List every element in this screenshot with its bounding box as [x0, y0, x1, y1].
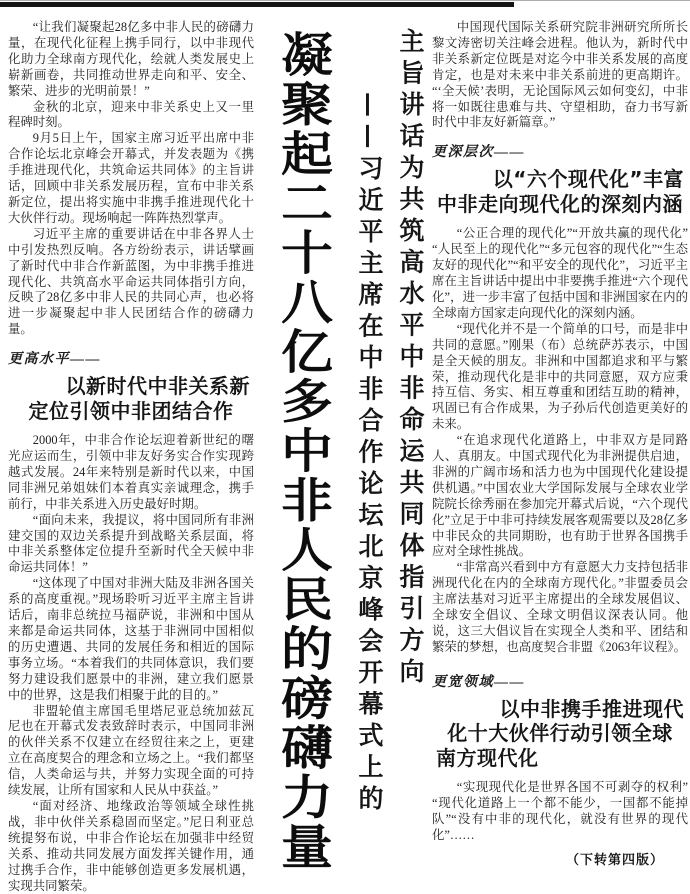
- article-paragraph: “现代化并不是一个简单的口号，而是非中共同的意愿。”刚果（布）总统萨苏表示，中国是全天候的朋友。非洲和中国都追求和平与繁荣，推动现代化是非中的共同意愿，双方应秉持互信、务实、相互尊重和团结互助的精神，巩固已有合作成果，为子孙后代创造更美好的未来。: [432, 321, 688, 432]
- top-black-rule: [0, 2, 514, 7]
- article-paragraph: “面对经济、地缘政治等领域全球性挑战，非中伙伴关系稳固而坚定。”尼日利亚总统提努布说，中非合作论坛在加强非中经贸关系、推动共同发展方面发挥关键作用，通过携手合作，非中能够创造更多发展机遇，实现共同繁荣。: [8, 798, 254, 893]
- article-paragraph: 习近平主席的重要讲话在中非各界人士中引发热烈反响。各方纷纷表示，讲话擘画了新时代中非合作新蓝图，为中非携手推进现代化、共筑高水平命运共同体指引方向，反映了28亿多中非人民的共同心声，也必将进一步凝聚起中非人民团结合作的磅礴力量。: [8, 226, 254, 337]
- section-kicker: 更宽领域——: [432, 674, 525, 690]
- article-paragraph: 金秋的北京，迎来中非关系史上又一里程碑时刻。: [8, 99, 254, 130]
- right-column: [432, 20, 688, 868]
- article-paragraph: 2000年，中非合作论坛迎着新世纪的曙光应运而生，引领中非友好务实合作实现跨越式发展。24年来特别是新时代以来，中国同非洲兄弟姐妹们本着真实亲诚理念，携手前行，中非关系进入历史最好时期。: [8, 433, 254, 511]
- article-paragraph: 中国现代国际关系研究院非洲研究所所长黎文涛密切关注峰会进程。他认为，新时代中非关系新定位既是对迄今中非关系发展的高度肯定，也是对未来中非关系前进的更高期许。“‘全天候’表明，无论国际风云如何变幻，中非将一如既往患难与共、守望相助，奋力书写新时代中非友好新篇章。”: [432, 20, 688, 130]
- section-title-line: 定位引领中非团结合作: [28, 398, 234, 423]
- section-title-line: 以“六个现代化”丰富: [492, 167, 684, 192]
- article-paragraph: “这体现了中国对非洲大陆及非洲各国关系的高度重视。”现场聆听习近平主席主旨讲话后，南非总统拉马福萨说，非洲和中国从来都是命运共同体，这基于非洲同中国相似的历史遭遇、共同的发展任务和相近的国际事务立场。“本着我们的共同体意识，我们要努力建设我们愿景中的非洲，建立我们愿景中的世界，这是我们相聚于此的目的。”: [8, 576, 254, 702]
- section-kicker: 更深层次——: [432, 145, 525, 161]
- section-heading-deeper-level: [432, 144, 688, 216]
- section-title-line: 以新时代中非关系新: [65, 374, 250, 399]
- article-paragraph: “非常高兴看到中方有意愿大力支持包括非洲现代化在内的全球南方现代化。”非盟委员会主席法基对习近平主席提出的全球发展倡议、全球安全倡议、全球文明倡议深表认同。他说，这三大倡议旨在实现全人类和平、团结和繁荣的梦想，也高度契合非盟《2063年议程》。: [432, 560, 688, 654]
- section-heading-higher-level: [8, 351, 254, 423]
- main-headline-vertical: 凝聚起二十八亿多中非人民的磅礴力量: [272, 30, 333, 872]
- section-heading-wider-field: [432, 674, 688, 771]
- article-paragraph: “在追求现代化道路上，中非双方是同路人、真朋友。中国式现代化为非洲提供启迪，非洲的广阔市场和活力也为中国现代化建设提供机遇。”中国农业大学国际发展与全球农业学院院长徐秀丽在参加完开幕式后说，“六个现代化”立足于中非可持续发展客观需要以及28亿多中非民众的共同期盼，也有助于世界各国携手应对全球性挑战。: [432, 433, 688, 559]
- section-kicker: 更高水平——: [8, 352, 101, 368]
- left-column: [8, 20, 254, 894]
- continuation-note: （下转第四版）: [565, 851, 664, 867]
- article-paragraph: “公正合理的现代化”“开放共赢的现代化”“人民至上的现代化”“多元包容的现代化”“生态友好的现代化”“和平安全的现代化”，习近平主席在主旨讲话中提出中非要携手推进“六个现代化”，进一步丰富了包括中国和非洲国家在内的全球南方国家走向现代化的深刻内涵。: [432, 226, 688, 320]
- section-title: [432, 167, 688, 216]
- article-paragraph: 非盟轮值主席国毛里塔尼亚总统加兹瓦尼也在开幕式发表致辞时表示，中国同非洲的伙伴关系不仅建立在经贸往来之上，更建立在高度契合的理念和立场之上。“我们都坚信，人类命运与共，并努力实现全面的可持续发展，让所有国家和人民从中获益。”: [8, 703, 254, 798]
- article-paragraph: “实现现代化是世界各国不可剥夺的权利”“现代化道路上一个都不能少，一国都不能掉队”“没有中非的现代化，就没有世界的现代化”……: [432, 780, 688, 843]
- article-paragraph: “面向未来，我提议，将中国同所有非洲建交国的双边关系提升到战略关系层面，将中非关系整体定位提升至新时代全天候中非命运共同体！”: [8, 512, 254, 575]
- article-paragraph: 9月5日上午，国家主席习近平出席中非合作论坛北京峰会开幕式，并发表题为《携手推进现代化，共筑命运共同体》的主旨讲话，回顾中非关系发展历程，宣布中非关系新定位，提出将实施中非携手推进现代化十大伙伴行动。现场响起一阵阵热烈掌声。: [8, 131, 254, 225]
- headline-subtitle-part2: 主旨讲话为共筑高水平中非命运共同体指引方向: [396, 28, 425, 690]
- headline-subtitle-part1: ——习近平主席在中非合作论坛北京峰会开幕式上的: [355, 92, 384, 817]
- section-title: [8, 374, 254, 423]
- section-title-line: 南方现代化: [436, 745, 539, 770]
- article-paragraph: “让我们凝聚起28亿多中非人民的磅礴力量，在现代化征程上携手同行，以中非现代化助力全球南方现代化，绘就人类发展史上崭新画卷，共同推动世界走向和平、安全、繁荣、进步的光明前景！”: [8, 20, 254, 98]
- section-title-line: 中非走向现代化的深刻内涵: [437, 191, 683, 216]
- section-title-line: 化十大伙伴行动引领全球: [447, 721, 673, 746]
- section-title-line: 以中非携手推进现代: [499, 696, 684, 721]
- section-title: [432, 697, 688, 771]
- top-hairline-rule: [0, 0, 690, 1]
